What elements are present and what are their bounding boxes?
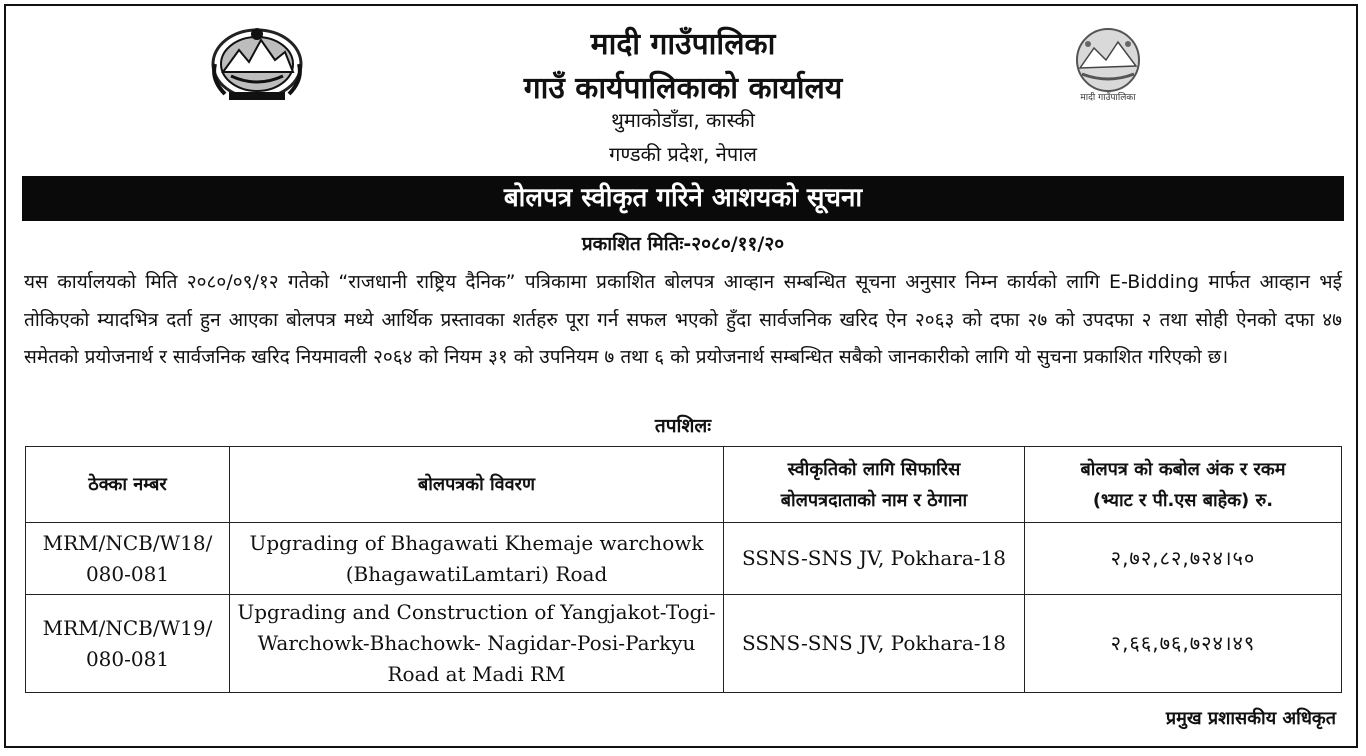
header-bid-amount <box>1025 447 1342 523</box>
contract-no-line1: MRM/NCB/W19/ <box>42 615 213 640</box>
contract-no-cell <box>26 595 230 693</box>
bid-table <box>25 446 1342 693</box>
description-line2: Warchowk-Bhachowk- Nagidar-Posi-Parkyu <box>257 631 696 655</box>
schedule-heading: तपशिलः <box>654 415 712 437</box>
header-contract-no: ठेक्का नम्बर <box>26 447 230 523</box>
description-cell <box>230 595 724 693</box>
municipality-logo-caption: मादी गाउँपालिका <box>1080 93 1136 103</box>
amount-cell: २,७२,८२,७२४।५० <box>1025 523 1342 595</box>
notice-body: यस कार्यालयको मिति २०८०/०९/१२ गतेको “राजधानी राष्ट्रिय दैनिक” पत्रिकामा प्रकाशित बोलपत्र आव्हान सम्बन्धित सूचना अनुसार निम्न कार्यको लागि E-Bidding मार्फत आव्हान भई तोकिएको म्यादभित्र दर्ता हुन आएका बोलपत्र मध्ये आर्थिक प्रस्तावका शर्तहरु पूरा गर्न सफल भएको हुँदा सार्वजनिक खरिद ऐन २०६३ को दफा २७ को उपदफा २ तथा सोही ऐनको दफा ४७ समेतको प्रयोजनार्थ र सार्वजनिक खरिद नियमावली २०६४ को नियम ३१ को उपनियम ७ तथा ६ को प्रयोजनार्थ सम्बन्धित सबैको जानकारीको लागि यो सुचना प्रकाशित गरिएको छ। <box>24 271 1342 368</box>
bidder-cell: SSNS-SNS JV, Pokhara-18 <box>724 595 1025 693</box>
table-row <box>26 523 1342 595</box>
description-line3: Road at Madi RM <box>387 662 566 686</box>
published-date: प्रकाशित मितिः-२०८०/११/२० <box>581 233 785 255</box>
header-amount-line1: बोलपत्र को कबोल अंक र रकम <box>1080 458 1286 480</box>
office-address: थुमाकोडाँडा, कास्की <box>611 108 755 132</box>
description-line1: Upgrading of Bhagawati Khemaje warchowk <box>249 530 704 555</box>
header-description: बोलपत्रको विवरण <box>230 447 724 523</box>
amount-cell: २,६६,७६,७२४।४९ <box>1025 595 1342 693</box>
office-name: गाउँ कार्यपालिकाको कार्यालय <box>523 71 843 106</box>
bidder-cell: SSNS-SNS JV, Pokhara-18 <box>724 523 1025 595</box>
table-header-row <box>26 447 1342 523</box>
province-name: गण्डकी प्रदेश, नेपाल <box>609 142 757 166</box>
table-row <box>26 595 1342 693</box>
description-line1: Upgrading and Construction of Yangjakot-Togi- <box>237 600 716 624</box>
description-cell <box>230 523 724 595</box>
contract-no-line1: MRM/NCB/W18/ <box>42 530 213 555</box>
description-line2: (BhagawatiLamtari) Road <box>345 561 608 586</box>
notice-title-banner: बोलपत्र स्वीकृत गरिने आशयको सूचना <box>22 176 1344 221</box>
contract-no-line2: 080-081 <box>85 646 170 671</box>
signoff-title: प्रमुख प्रशासकीय अधिकृत <box>1165 708 1336 729</box>
contract-no-cell <box>26 523 230 595</box>
municipality-name: मादी गाउँपालिका <box>590 27 776 62</box>
header-recommended-line1: स्वीकृतिको लागि सिफारिस <box>787 458 961 480</box>
header-recommended-line2: बोलपत्रदाताको नाम र ठेगाना <box>780 489 968 511</box>
header-recommended-bidder <box>724 447 1025 523</box>
header-amount-line2: (भ्याट र पी.एस बाहेक) रु. <box>1092 489 1274 511</box>
contract-no-line2: 080-081 <box>85 561 170 586</box>
